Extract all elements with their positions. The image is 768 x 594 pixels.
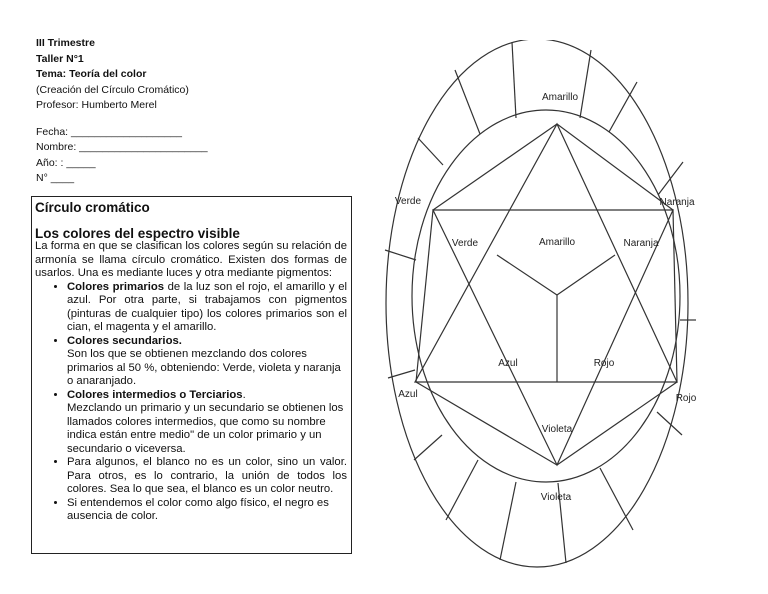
outer-label-naranja: Naranja [659,197,695,208]
ring-dividers [385,42,696,563]
topic-label: Tema: Teoría del color [36,68,147,80]
article-title: Círculo cromático [35,200,150,215]
list-item [67,335,347,389]
outer-label-rojo: Rojo [675,393,697,404]
bullet-text: Son los que se obtienen mezclando dos colores primarios al 50 %, obteniendo: Verde, violeta y naranja o anaranjado. [67,348,341,387]
inner-label-amarillo: Amarillo [538,237,576,248]
year-field: Año: : _____ [36,156,96,169]
number-field: N° ____ [36,172,75,184]
date-field: Fecha: ___________________ [36,125,182,138]
list-item: • Si entendemos el color como algo físico, el negro es ausencia de color. [67,497,347,524]
name-field: Nombre: ______________________ [36,141,208,153]
inner-label-violeta: Violeta [541,424,573,435]
article-subtitle: Los colores del espectro visible [35,225,240,241]
bullet-bold: Colores secundarios. [67,334,182,347]
outer-label-azul: Azul [398,389,418,400]
bullet-bold: Colores intermedios o Terciarios [67,388,243,401]
worksheet-header [36,36,356,187]
outer-label-verde: Verde [394,196,422,207]
trimester-label: III Trimestre [36,37,95,49]
bullet-text: Mezclando un primario y un secundario se obtienen los llamados colores intermedios, que como su nombre indica están entre medio" de un color primario y un secundario o viceversa. [67,402,344,455]
list-item [67,281,347,335]
topic-subtitle: (Creación del Círculo Cromático) [36,83,189,96]
inner-divisions [416,124,677,465]
bullet-dot: . [242,388,246,401]
bullet-bold: Colores primarios [67,280,165,293]
bullet-text: de la luz son el rojo, el amarillo y el azul. Por otra parte, si trabajamos con pigmentos (pinturas de cualquier tipo) los colores primarios son el cian, el magenta y el amarillo. [67,280,347,333]
outer-label-amarillo: Amarillo [541,92,579,103]
color-wheel-diagram [380,40,700,570]
list-item [67,389,347,457]
inner-label-rojo: Rojo [593,358,615,369]
inner-label-azul: Azul [498,358,518,369]
list-item: • Para algunos, el blanco no es un color, sino un valor. Para otros, es lo contrario, la unión de todos los colores. Sea lo que sea, el blanco es un color neutro. [67,456,347,497]
teacher-label: Profesor: Humberto Merel [36,99,157,111]
inner-label-verde: Verde [451,238,479,249]
article-box [31,196,352,554]
bullet-list [35,281,347,524]
article-intro: La forma en que se clasifican los colores según su relación de armonía se llama círculo cromático. Existen dos formas de usarlos. Una es mediante luces y otra mediante pigmentos: [35,240,347,279]
inner-label-naranja: Naranja [623,238,659,249]
outer-ring [386,40,688,567]
workshop-number: Taller N°1 [36,52,84,65]
outer-label-violeta: Violeta [540,492,572,503]
